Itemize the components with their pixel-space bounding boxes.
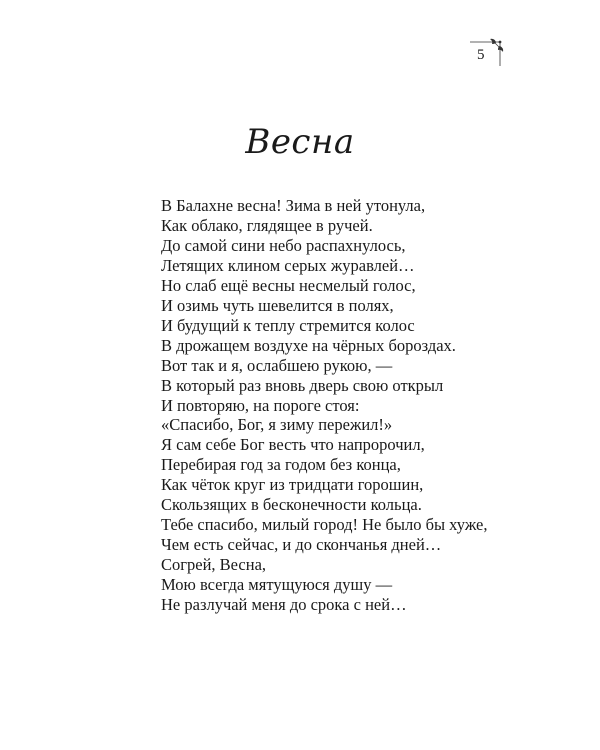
poem-line: Перебирая год за годом без конца,	[161, 455, 401, 475]
poem-line: Согрей, Весна,	[161, 555, 267, 575]
poem-line: Тебе спасибо, милый город! Не было бы хуже,	[161, 515, 488, 535]
poem-line: И озимь чуть шевелится в полях,	[161, 295, 394, 315]
poem-line: До самой сини небо распахнулось,	[161, 235, 406, 255]
poem-line: И будущий к теплу стремится колос	[161, 315, 415, 335]
poem-line: В дрожащем воздухе на чёрных бороздах.	[161, 335, 456, 355]
poem-line: Мою всегда мятущуюся душу —	[161, 575, 393, 595]
poem-line: В Балахне весна! Зима в ней утонула,	[161, 196, 426, 215]
poem-text	[161, 196, 541, 615]
page-number: 5	[477, 47, 485, 63]
page-number-ornament	[466, 36, 506, 68]
poem-line: Как облако, глядящее в ручей.	[161, 215, 373, 235]
poem-line: Но слаб ещё весны несмелый голос,	[161, 275, 416, 295]
poem-line: Как чёток круг из тридцати горошин,	[161, 475, 424, 495]
poem-line: Вот так и я, ослабшею рукою, —	[161, 355, 393, 375]
page-title: Весна	[245, 122, 355, 162]
poem-line: Чем есть сейчас, и до скончанья дней…	[161, 535, 442, 555]
corner-ornament-icon	[466, 36, 506, 68]
poem-line: Не разлучай меня до срока с ней…	[161, 595, 407, 615]
poem-line: Скользящих в бесконечности кольца.	[161, 495, 422, 515]
poem-line: «Спасибо, Бог, я зиму пережил!»	[161, 415, 393, 435]
poem-line: Летящих клином серых журавлей…	[161, 255, 415, 275]
poem-line: И повторяю, на пороге стоя:	[161, 395, 360, 415]
poem-line: В который раз вновь дверь свою открыл	[161, 375, 444, 395]
poem-line: Я сам себе Бог весть что напророчил,	[161, 435, 425, 455]
